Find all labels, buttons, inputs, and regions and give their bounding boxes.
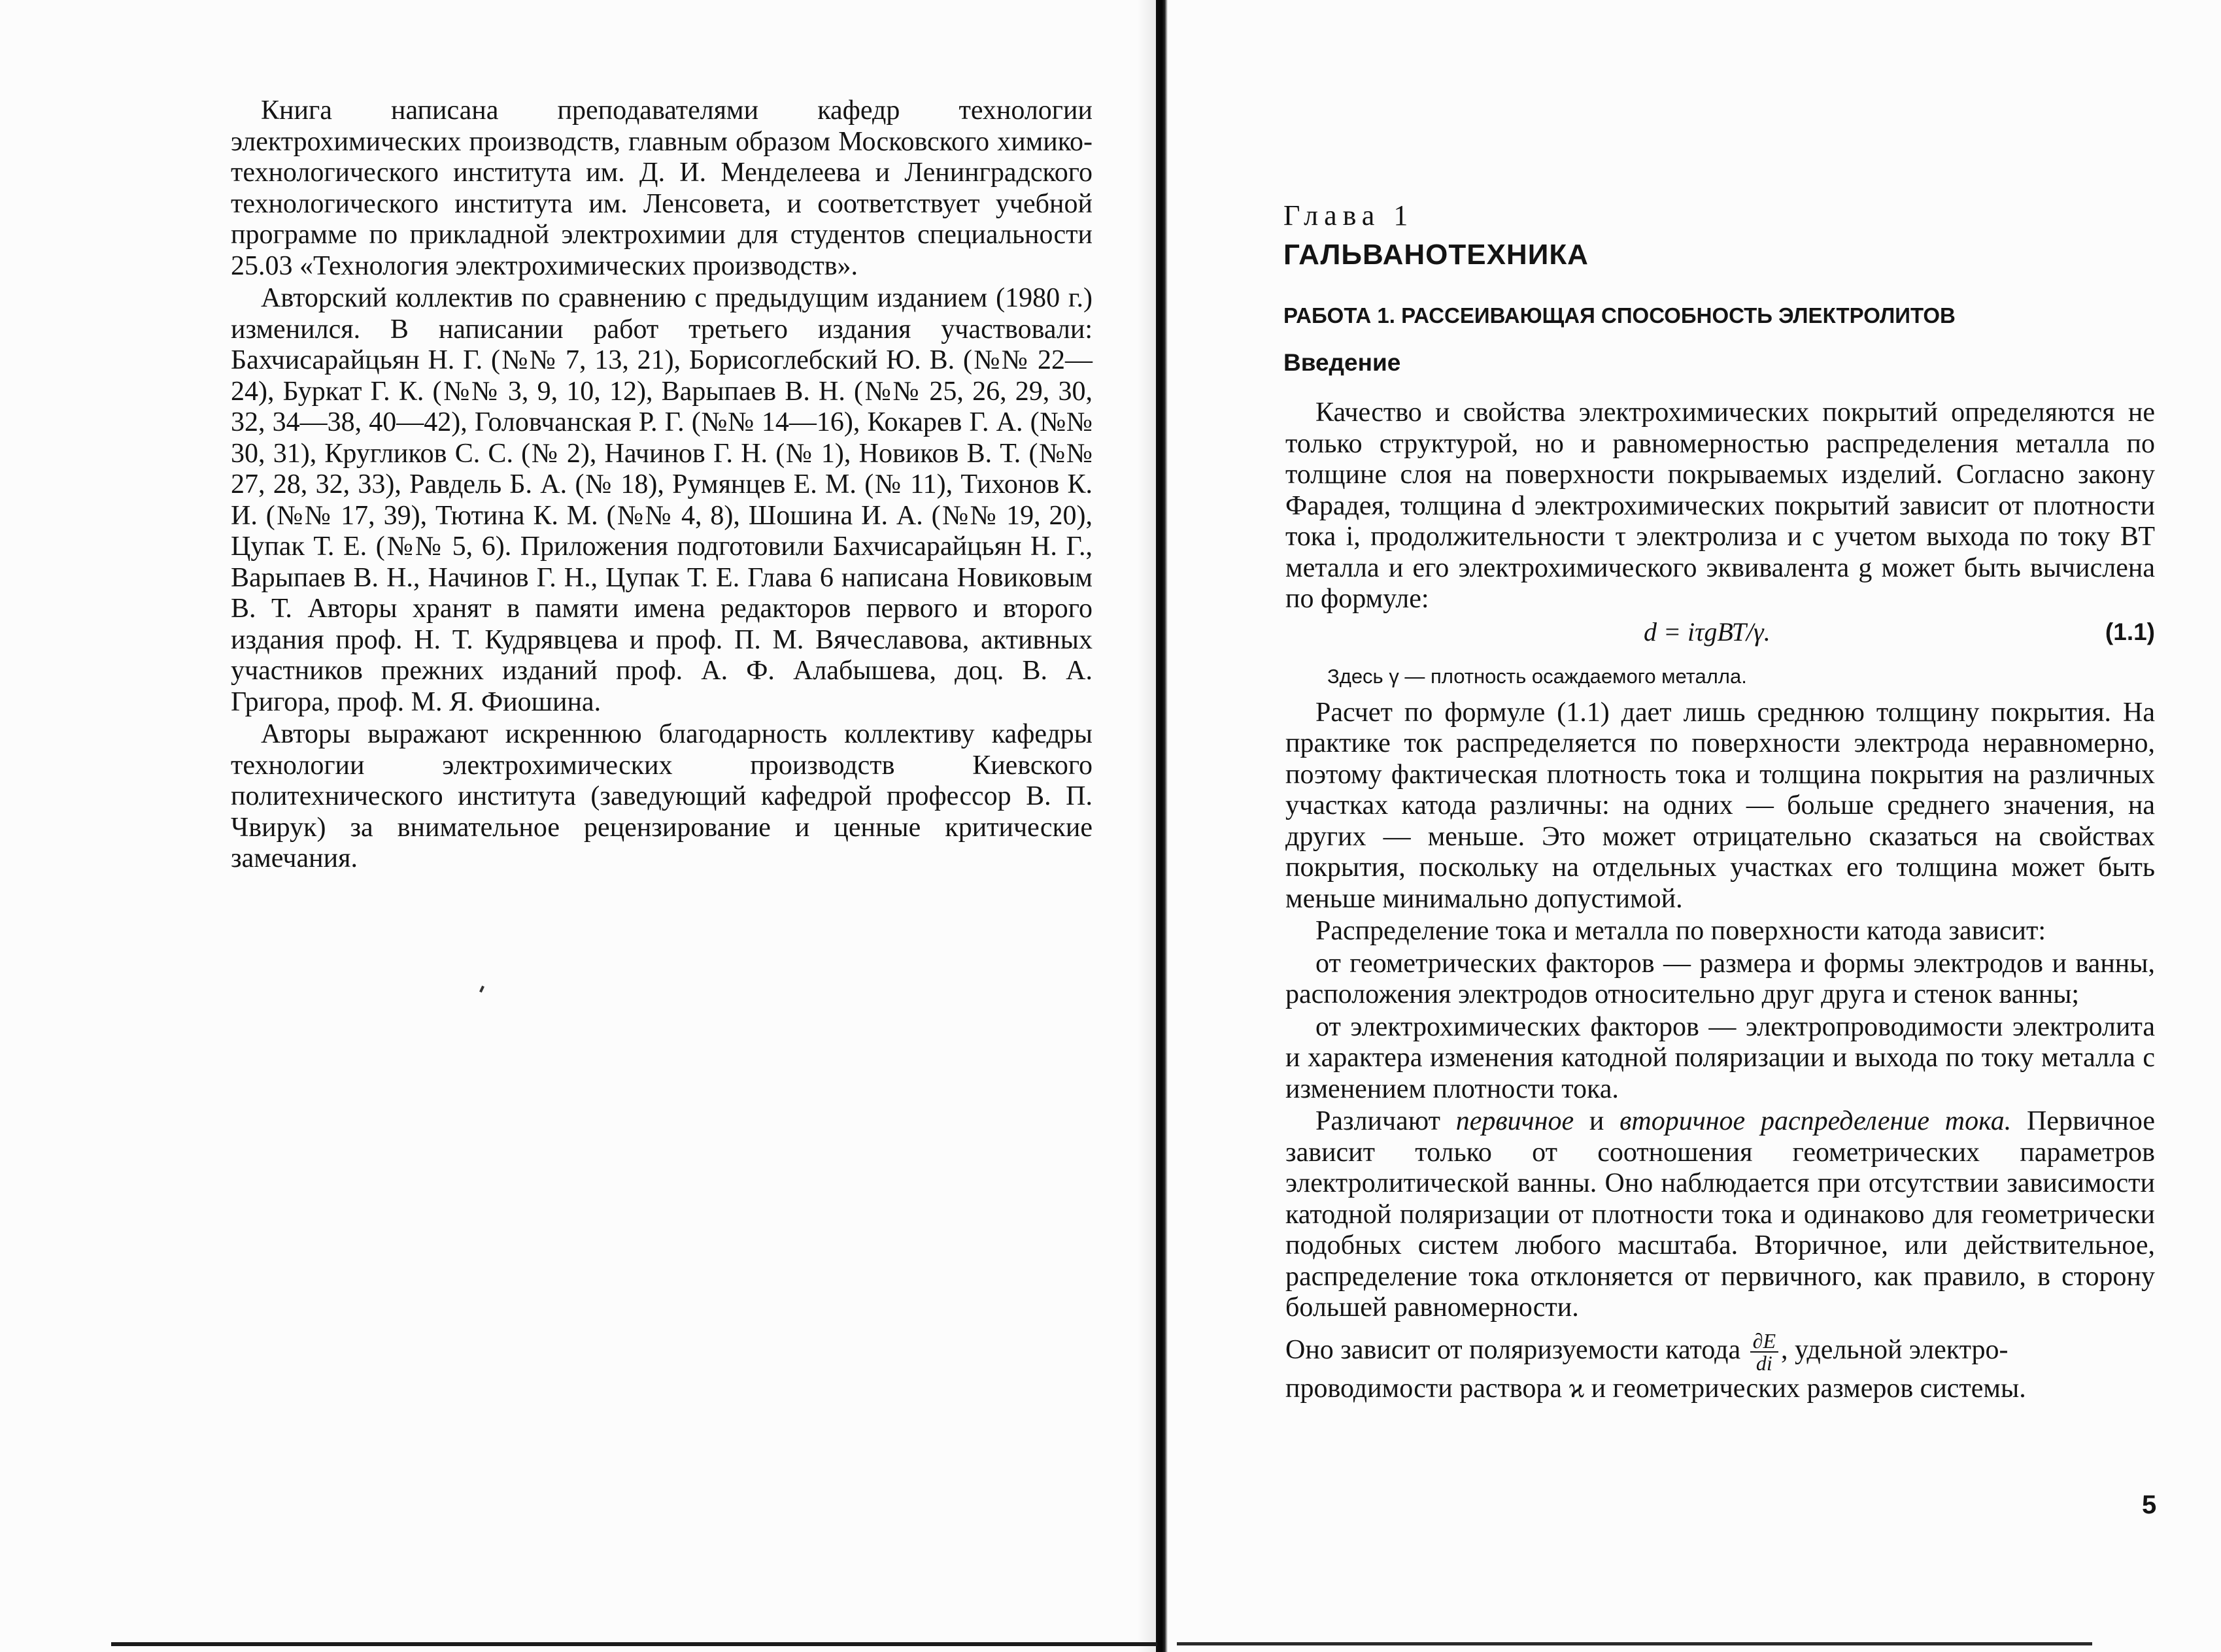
work-title: РАБОТА 1. РАССЕИВАЮЩАЯ СПОСОБНОСТЬ ЭЛЕКТРОЛИТОВ bbox=[1283, 303, 1956, 328]
final-line: проводимости раствора ϰ и геометрических размеров системы. bbox=[1285, 1373, 2026, 1404]
polarizability-line bbox=[1285, 1328, 2155, 1375]
left-page-text bbox=[231, 95, 1093, 875]
primary-secondary-lead: Различают bbox=[1315, 1106, 1456, 1136]
formula: d = iτgВТ/γ. bbox=[1644, 616, 1771, 647]
left-paragraph-3: Авторы выражают искреннюю благодарность коллективу кафедры технологии электрохимических производств Киевского политехнического института (заведующий кафедрой профессор В. П. Чвирук) за внимательное рецензирование и ценные критические замечания. bbox=[231, 719, 1093, 873]
polarizability-text: Оно зависит от поляризуемости катода bbox=[1285, 1334, 1741, 1365]
gutter-shadow bbox=[1138, 0, 1157, 1652]
paragraph-electrochemical-factors: от электрохимических факторов — электропроводимости электролита и характера изменения катодной поляризации и выхода по току металла с изменением плотности тока. bbox=[1285, 1011, 2155, 1104]
fraction-denominator: di bbox=[1755, 1351, 1772, 1375]
left-paragraph-1: Книга написана преподавателями кафедр технологии электрохимических производств, главным образом Московского химико-технологического института им. Д. И. Менделеева и Ленинградского технологического института им. Ленсовета, и соответствует учебной программе по прикладной электрохимии для студентов специальности 25.03 «Технология электрохимических производств». bbox=[231, 95, 1093, 281]
formula-note: Здесь γ — плотность осаждаемого металла. bbox=[1327, 664, 1747, 688]
formula-row bbox=[1285, 616, 2155, 650]
term-secondary-distribution: вторичное распределение тока. bbox=[1619, 1106, 2012, 1136]
paragraph-geometric-factors: от геометрических факторов — размера и формы электродов и ванны, расположения электродов относительно друг друга и стенок ванны; bbox=[1285, 948, 2155, 1009]
paragraph-distribution-depends: Распределение тока и металла по поверхности катода зависит: bbox=[1315, 916, 2046, 946]
bottom-scan-edge-left bbox=[111, 1642, 1157, 1646]
left-paragraph-2: Авторский коллектив по сравнению с предыдущим изданием (1980 г.) изменился. В написании работ третьего издания участвовали: Бахчисарайцьян Н. Г. (№№ 7, 13, 21), Борисоглебский Ю. В. (№№ 22—24), Буркат Г. К. (№№ 3, 9, 10, 12), Варыпаев В. Н. (№№ 25, 26, 29, 30, 32, 34—38, 40—42), Головчанская Р. Г. (№№ 14—16), Кокарев Г. А. (№№ 30, 31), Кругликов С. С. (№ 2), Начинов Г. Н. (№ 1), Новиков В. Т. (№№ 27, 28, 32, 33), Равдель Б. А. (№ 18), Румянцев Е. М. (№ 11), Тихонов К. И. (№№ 17, 39), Тютина К. М. (№№ 4, 8), Шошина И. А. (№№ 19, 20), Цупак Т. Е. (№№ 5, 6). Приложения подготовили Бахчисарайцьян Н. Г., Варыпаев В. Н., Начинов Г. Н., Цупак Т. Е. Глава 6 написана Новиковым В. Т. Авторы хранят в памяти имена редакторов первого и второго издания проф. Н. Т. Кудрявцева и проф. П. М. Вячеславова, активных участников прежних изданий проф. А. Ф. Алабышева, доц. В. А. Григора, проф. М. Я. Фиошина. bbox=[231, 283, 1093, 717]
paragraph-primary-secondary bbox=[1285, 1106, 2155, 1324]
chapter-title: ГАЛЬВАНОТЕХНИКА bbox=[1283, 239, 1589, 271]
section-title: Введение bbox=[1283, 349, 1401, 376]
primary-secondary-conj: и bbox=[1574, 1106, 1620, 1136]
right-page-body bbox=[1285, 397, 2155, 1404]
polarizability-tail: , удельной электро- bbox=[1780, 1334, 2009, 1365]
primary-secondary-rest: Первичное зависит только от соотношения геометрических параметров электролитической ванны. Оно наблюдается при отсутствии зависимости катодной поляризации от плотности тока и одинаково для геометрически подобных систем любого масштаба. Вторичное, или действительное, распределение тока отклоняется от первичного, как правило, в сторону большей равномерности. bbox=[1285, 1106, 2156, 1323]
paragraph-average-thickness: Расчет по формуле (1.1) дает лишь среднюю толщину покрытия. На практике ток распределяется по поверхности электрода неравномерно, поэтому фактическая плотность тока и толщина покрытия на различных участках катода различны: на одних — больше среднего значения, на других — меньше. Это может отрицательно сказаться на свойствах покрытия, поскольку на отдельных участках его толщина может быть меньше минимально допустимой. bbox=[1285, 697, 2155, 914]
formula-number: (1.1) bbox=[2105, 618, 2155, 645]
chapter-label: Глава 1 bbox=[1283, 199, 1414, 231]
derivative-fraction bbox=[1750, 1330, 1778, 1374]
fraction-numerator: ∂E bbox=[1750, 1330, 1778, 1353]
scan-speck bbox=[479, 986, 484, 993]
intro-paragraph: Качество и свойства электрохимических покрытий определяются не только структурой, но и равномерностью распределения металла по толщине слоя на поверхности покрываемых изделий. Согласно закону Фарадея, толщина d электрохимических покрытий зависит от плотности тока i, продолжительности τ электролиза и с учетом выхода по току ВТ металла и его электрохимического эквивалента g может быть вычислена по формуле: bbox=[1285, 397, 2155, 614]
term-primary: первичное bbox=[1455, 1106, 1574, 1136]
bottom-scan-edge-right bbox=[1177, 1642, 2092, 1645]
book-spine-gutter bbox=[1156, 0, 1168, 1652]
page-number: 5 bbox=[2142, 1491, 2157, 1519]
